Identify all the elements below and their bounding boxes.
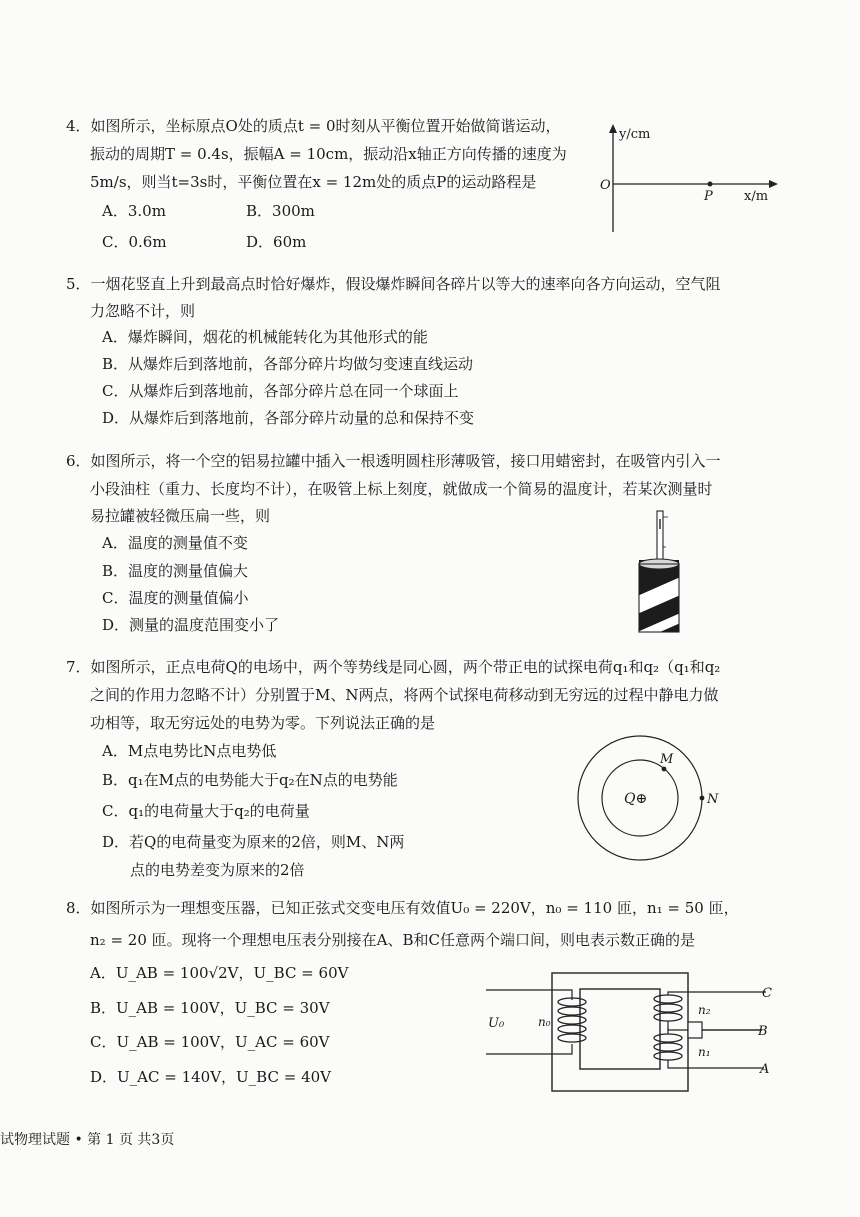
q5-option-b: B．从爆炸后到落地前，各部分碎片均做匀变速直线运动 <box>102 355 474 373</box>
q5-option-c: C．从爆炸后到落地前，各部分碎片总在同一个球面上 <box>102 382 459 400</box>
q4-option-d: D．60m <box>246 233 307 251</box>
n1-label: n₁ <box>698 1045 711 1059</box>
q8-option-b: B．U_AB = 100V，U_BC = 30V <box>90 999 330 1017</box>
can-thermometer-figure <box>630 505 690 635</box>
q7-option-d-line1: D．若Q的电荷量变为原来的2倍，则M、N两 <box>102 833 405 851</box>
point-p-label: P <box>704 189 713 204</box>
q7-option-d-line2: 点的电势差变为原来的2倍 <box>130 861 305 879</box>
origin-label: O <box>600 178 611 193</box>
n2-label: n₂ <box>698 1003 711 1017</box>
q7-stem-line3: 功相等，取无穷远处的电势为零。下列说法正确的是 <box>90 714 436 732</box>
x-axis-label: x/m <box>744 189 769 204</box>
q6-stem-line1: 6．如图所示，将一个空的铝易拉罐中插入一根透明圆柱形薄吸管，接口用蜡密封，在吸管内引入一 <box>66 452 721 470</box>
page-footer: 试物理试题 • 第 1 页 共3页 <box>0 1132 175 1148</box>
q6-option-d: D．测量的温度范围变小了 <box>102 616 280 634</box>
q4-stem-line1: 4．如图所示，坐标原点O处的质点t = 0时刻从平衡位置开始做简谐运动， <box>66 117 561 135</box>
wave-axes-figure <box>600 120 780 235</box>
u0-label: U₀ <box>488 1016 505 1031</box>
q7-stem-line2: 之间的作用力忽略不计）分别置于M、N两点，将两个试探电荷移动到无穷远的过程中静电力做 <box>90 686 719 704</box>
q8-option-c: C．U_AB = 100V，U_AC = 60V <box>90 1033 330 1051</box>
point-n-label: N <box>707 792 719 807</box>
q7-option-a: A．M点电势比N点电势低 <box>102 742 277 760</box>
q6-stem-line2: 小段油柱（重力、长度均不计），在吸管上标上刻度，就做成一个简易的温度计，若某次测量时 <box>90 480 713 498</box>
q5-option-d: D．从爆炸后到落地前，各部分碎片动量的总和保持不变 <box>102 409 475 427</box>
q4-stem-line2: 振动的周期T = 0.4s，振幅A = 10cm，振动沿x轴正方向传播的速度为 <box>90 145 567 163</box>
q5-stem-line2: 力忽略不计，则 <box>90 302 196 320</box>
terminal-a-label: A <box>760 1062 770 1077</box>
equipotential-circles-figure <box>570 735 730 875</box>
q5-stem-line1: 5．一烟花竖直上升到最高点时恰好爆炸，假设爆炸瞬间各碎片以等大的速率向各方向运动，空气阻 <box>66 275 721 293</box>
charge-q-label: Q⊕ <box>624 791 648 807</box>
n0-label: n₀ <box>538 1015 551 1029</box>
q8-option-d: D．U_AC = 140V，U_BC = 40V <box>90 1068 331 1086</box>
q7-option-b: B．q₁在M点的电势能大于q₂在N点的电势能 <box>102 771 398 789</box>
terminal-c-label: C <box>762 986 772 1001</box>
terminal-b-label: B <box>758 1024 768 1039</box>
q6-option-a: A．温度的测量值不变 <box>102 534 248 552</box>
q7-option-c: C．q₁的电荷量大于q₂的电荷量 <box>102 802 310 820</box>
q6-option-b: B．温度的测量值偏大 <box>102 562 249 580</box>
q4-stem-line3: 5m/s，则当t=3s时，平衡位置在x = 12m处的质点P的运动路程是 <box>90 173 537 191</box>
q4-option-b: B．300m <box>246 202 315 220</box>
point-m-label: M <box>660 752 674 767</box>
q7-stem-line1: 7．如图所示，正点电荷Q的电场中，两个等势线是同心圆，两个带正电的试探电荷q₁和q₂（q₁和q₂ <box>66 658 721 676</box>
q8-stem-line2: n₂ = 20 匝。现将一个理想电压表分别接在A、B和C任意两个端口间，则电表示数正确的是 <box>90 931 695 949</box>
y-axis-label: y/cm <box>619 127 651 142</box>
q5-option-a: A．爆炸瞬间，烟花的机械能转化为其他形式的能 <box>102 328 428 346</box>
transformer-figure <box>486 970 776 1100</box>
q8-stem-line1: 8．如图所示为一理想变压器，已知正弦式交变电压有效值U₀ = 220V，n₀ = 110 匝，n₁ = 50 匝， <box>66 899 739 917</box>
q6-option-c: C．温度的测量值偏小 <box>102 589 249 607</box>
q8-option-a: A．U_AB = 100√2V，U_BC = 60V <box>90 964 349 982</box>
q4-option-a: A．3.0m <box>102 202 166 220</box>
q4-option-c: C．0.6m <box>102 233 167 251</box>
q6-stem-line3: 易拉罐被轻微压扁一些，则 <box>90 507 271 525</box>
